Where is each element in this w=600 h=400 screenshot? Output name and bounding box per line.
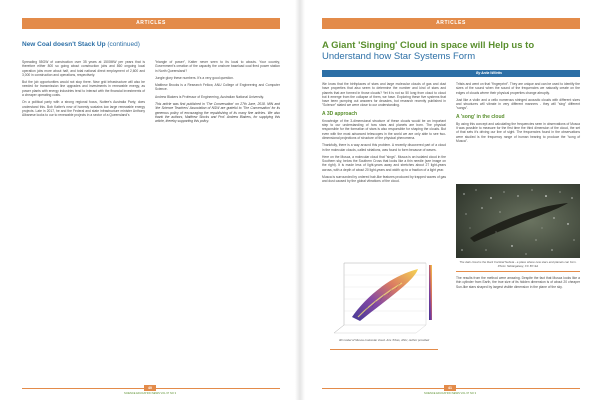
footer-rule — [322, 388, 444, 389]
caption-rule — [330, 349, 438, 350]
night-sky-image — [456, 184, 580, 258]
footer-rule — [456, 388, 580, 389]
left-column-1 — [22, 60, 145, 121]
paragraph: Tritsis and went on that "fingerprint". They are unique and can be used to identify the sizes of the sound when the sound of the frequencies we naturally create on the edges of clouds where their physical properties change abruptly. — [456, 82, 580, 95]
paragraph: But the job opportunities would not stop there. New grid infrastructure will also be needed for transmission line upgrades and investments in renewable energy, as power plants with energy industries tend to interact with the financial investments of a cheaper operating costs. — [22, 80, 145, 98]
paragraph: Just like a violin and a cello numerous stringed acoustic clouds with different sizes and structures will vibrate in very different manners - they will "sing" different "songs". — [456, 97, 580, 111]
article-title — [22, 41, 140, 48]
paragraph: Musca is surrounded by ordered hair-like features produced by trapped waves of gas and dust caused by the global vibrations of the cloud. — [322, 175, 446, 184]
paragraph: Knowledge of the 3-dimensional structure of these clouds would be an important step to our understanding of how stars and planets are born. The physical responsible for the formation of stars is also responsible for shaping the clouds. But even with the most advanced telescopes in the world we are only able to see two-dimensional projections of structure of the physical phenomena. — [322, 118, 446, 140]
footer-rule — [22, 388, 144, 389]
section-rule — [322, 28, 580, 29]
caption-rule — [456, 271, 580, 272]
section-tab: ARTICLES — [322, 18, 580, 28]
footer-text: SCIENCE EDUCATION NEWS VOL 67 NO 3 — [423, 392, 477, 395]
figure-caption: 3D model of Musca molecular cloud. Aris Tritsis, ANU, Author provided — [338, 338, 430, 342]
article-title-rest: Understand how Star Systems Form — [322, 51, 476, 62]
paragraph: Spreading 55GW of construction over 35 years at 1500MW per years that is therefore either 800 so going about construction jobs and 860 ongoing local operation jobs more about half, and total national direct employment of 2,600 and 3,000 in construction and operations, respectively. — [22, 60, 145, 77]
photo-caption: The dark cloud is the Dark Cocktail Nebula - a place where new stars and planets can form. Photo: Nikita/galaxy, CC BY-SA — [459, 260, 577, 268]
right-column-2 — [456, 82, 580, 146]
page-number: 41 — [444, 385, 456, 391]
gutter-shadow — [295, 0, 305, 400]
author-bio: Andrew Blakers is Professor of Engineering, Australian National University. — [155, 94, 264, 99]
left-column-2 — [155, 60, 280, 127]
page-number: 40 — [144, 385, 156, 391]
paragraph: Jungle glory these numbers. It's a very good question. — [155, 75, 234, 80]
footer-rule — [156, 388, 280, 389]
paragraph: Thankfully, there is a way around this problem. A recently discovered part of a cloud in the molecular clouds, called striations, was found to form because of waves. — [322, 143, 446, 152]
paragraph: Here on the Musca, a molecular cloud that "sings". Musca is an isolated cloud in the Southern sky, below the Southern Cross that looks like a thin needle (see image on the right). It is made less of light-years away and stretches about 27 light-years across, with a depth of about 20 light-years and width up to a fraction of a light year. — [322, 154, 446, 172]
musca-sky-photo — [456, 184, 580, 258]
subheading: A 'song' in the cloud — [456, 113, 505, 120]
republish-note: This article was first published in 'The Conversation' on 27th June, 2018. MIN and 'the Science Teachers' Association of NSW are grateful to 'The Conversation' for its generous policy of encouraging the republishing of its many fine articles. We also thank the authors, Matthew Stocks and Prof. Andrew Blakers, for supplying this article, thereby supporting this policy. — [155, 102, 280, 124]
right-column-1 — [322, 82, 446, 187]
article-title-suffix: (continued) — [105, 41, 140, 48]
paragraph: By using this concept and calculating the frequencies seen in observations of Musca it was possible to measure for the first time the third dimension of the cloud, the set of that sets it's driving our line of sight. The frequencies found in the observations were studied is the frequency range of human hearing to produce the "song of Musca". — [456, 121, 580, 143]
article-title-main: A Giant 'Singing' Cloud in space will Help us to — [322, 40, 535, 51]
paragraph: On a political party with a strong regional focus, Nuttee's Australia Party, does understand this. Bob Katter's new of honesty sustains low large renewable energy projects. Late in 2017, he and the Federal and state infrastructure minister Anthony Albanese looks to our to renewable projects in a sector of a Queensland's — [22, 100, 145, 118]
musca-3d-model-image — [330, 255, 438, 337]
musca-3d-model-figure — [330, 255, 438, 337]
article-title-main: New Coal doesn't Stack Up — [22, 41, 106, 48]
section-rule — [22, 28, 280, 29]
subheading: A 3D approach — [322, 110, 358, 117]
section-tab: ARTICLES — [22, 18, 280, 28]
page-footer — [300, 385, 600, 395]
paragraph: The results from the method were amazing. Despite the fact that Musca looks like a thin cylinder from Earth, the true size of its hidden dimension is of about 20 cheaper Sun-like stars shaped by largest visible dimension in the plane of the sky. — [456, 276, 580, 289]
byline: By Anita Willetts — [476, 71, 502, 75]
author-bio: Matthew Brooks is a Research Fellow, ANU College of Engineering and Computer Science. — [155, 83, 280, 92]
right-column-2-continued — [456, 276, 580, 292]
article-title — [322, 40, 580, 62]
page-footer — [0, 385, 300, 395]
footer-text: SCIENCE EDUCATION NEWS VOL 67 NO 3 — [123, 392, 177, 395]
byline-bar — [322, 70, 580, 77]
paragraph: We know that the birthplaces of stars and large molecular clouds of gas and dust have properties that also seem to determine the number and kind of stars and planets that are formed in those clouds? Yet it is not so 50 long from cloud to cloud but it emerge from the collapse of them, we have. Exploring these five systems that have been pumping out answers for decades, but research recently published in "Science" stated we were close to our understanding. — [322, 82, 446, 108]
right-page — [300, 0, 600, 400]
paragraph: "triangle of power", Katter never seen to its local to abouts. Your country, Government's creation of the capacity the onshore baseload coal fired power station in North Queensland? — [155, 60, 280, 73]
